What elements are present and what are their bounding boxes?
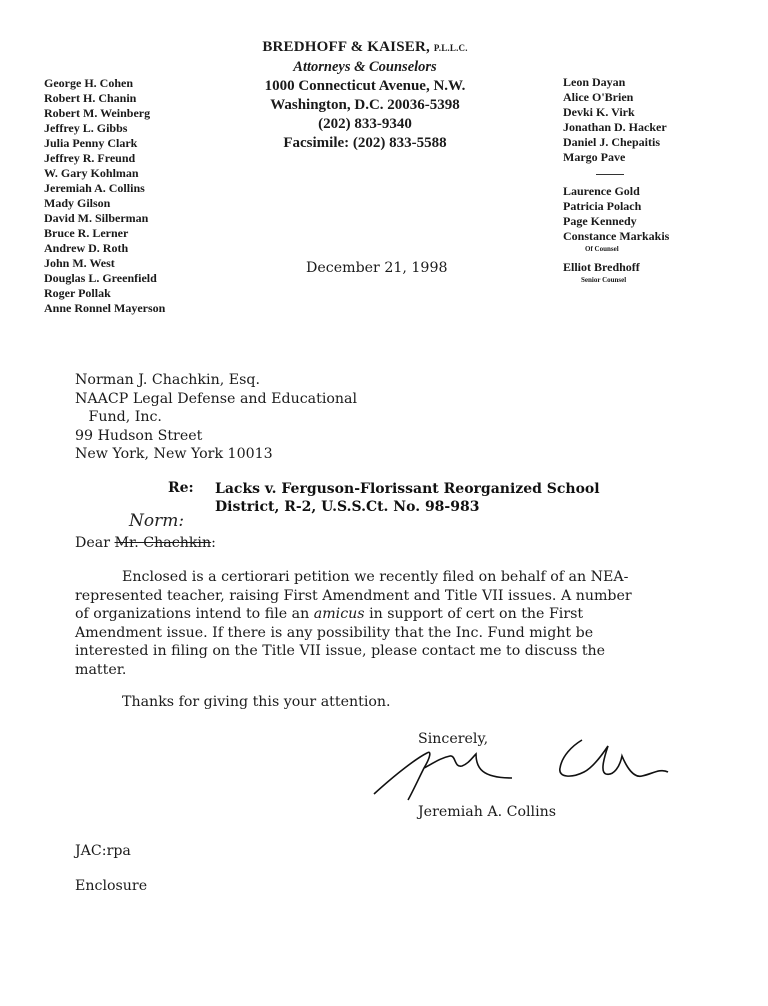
- recipient-line: NAACP Legal Defense and Educational: [75, 390, 358, 407]
- letterhead: [235, 38, 495, 153]
- body-line: Amendment issue. If there is any possibility that the Inc. Fund might be: [75, 624, 594, 641]
- amicus-term: amicus: [313, 606, 365, 622]
- re-line-2: District, R-2, U.S.S.Ct. No. 98-983: [215, 499, 480, 515]
- closing-paragraph: Thanks for giving this your attention.: [122, 694, 391, 710]
- enclosure-note: Enclosure: [75, 878, 148, 894]
- body-line: of organizations intend to file an amicus in support of cert on the First: [75, 606, 584, 622]
- of-counsel-label: Of Counsel: [585, 245, 619, 253]
- salutation-prefix: Dear: [75, 535, 115, 551]
- firm-subtitle: Attorneys & Counselors: [293, 59, 437, 75]
- attorney-name: Andrew D. Roth: [44, 241, 129, 255]
- re-label: Re:: [168, 480, 194, 496]
- firm-city: Washington, D.C. 20036-5398: [270, 97, 460, 113]
- salutation: [75, 535, 216, 551]
- handwritten-salutation: Norm:: [129, 511, 185, 531]
- attorney-name: Robert H. Chanin: [44, 91, 137, 105]
- attorney-list-left: [44, 76, 165, 316]
- attorney-list-right: [563, 75, 669, 285]
- counsel-name: Constance Markakis: [563, 229, 670, 243]
- counsel-name: Page Kennedy: [563, 214, 637, 228]
- attorney-name: Douglas L. Greenfield: [44, 271, 157, 285]
- firm-fax: Facsimile: (202) 833-5588: [283, 135, 447, 151]
- recipient-address: [75, 371, 357, 464]
- signer-name: Jeremiah A. Collins: [418, 804, 557, 820]
- attorney-name: David M. Silberman: [44, 211, 149, 225]
- recipient-line: Norman J. Chachkin, Esq.: [75, 372, 260, 388]
- re-subject: [215, 480, 600, 516]
- struck-name: Mr. Chachkin: [114, 535, 212, 551]
- body-line: Enclosed is a certiorari petition we recently filed on behalf of an NEA-: [122, 569, 629, 585]
- counsel-name: Laurence Gold: [563, 184, 640, 198]
- attorney-name: Mady Gilson: [44, 196, 111, 210]
- salutation-colon: :: [211, 535, 216, 551]
- attorney-name: Jeffrey L. Gibbs: [44, 121, 128, 135]
- attorney-name: W. Gary Kohlman: [44, 166, 139, 180]
- body-line: matter.: [75, 661, 127, 678]
- attorney-name: Jonathan D. Hacker: [563, 120, 667, 134]
- attorney-name: John M. West: [44, 256, 115, 270]
- attorney-name: Alice O'Brien: [563, 90, 634, 104]
- body-line: represented teacher, raising First Amendment and Title VII issues. A number: [75, 587, 632, 604]
- attorney-name: Robert M. Weinberg: [44, 106, 151, 120]
- body-line: interested in filing on the Title VII issue, please contact me to discuss the: [75, 643, 606, 659]
- senior-counsel-name: Elliot Bredhoff: [563, 260, 640, 274]
- attorney-name: Bruce R. Lerner: [44, 226, 129, 240]
- recipient-line: New York, New York 10013: [75, 446, 273, 462]
- counsel-name: Patricia Polach: [563, 199, 642, 213]
- letter-date: December 21, 1998: [306, 260, 448, 276]
- attorney-name: Roger Pollak: [44, 286, 111, 300]
- firm-name: BREDHOFF & KAISER, P.L.L.C.: [262, 39, 468, 55]
- firm-phone: (202) 833-9340: [318, 116, 412, 132]
- body-paragraph: [75, 568, 745, 679]
- attorney-name: Jeffrey R. Freund: [44, 151, 136, 165]
- re-line-1: Lacks v. Ferguson-Florissant Reorganized School: [215, 481, 600, 497]
- attorney-name: Anne Ronnel Mayerson: [44, 301, 166, 315]
- attorney-name: Leon Dayan: [563, 75, 626, 89]
- attorney-name: Daniel J. Chepaitis: [563, 135, 661, 149]
- typist-initials: JAC:rpa: [75, 843, 131, 859]
- recipient-line: 99 Hudson Street: [75, 427, 203, 444]
- closing-sincerely: Sincerely,: [418, 731, 489, 747]
- recipient-line: Fund, Inc.: [75, 409, 162, 425]
- senior-counsel-label: Senior Counsel: [581, 276, 627, 284]
- attorney-name: George H. Cohen: [44, 76, 133, 90]
- attorney-name: Devki K. Virk: [563, 105, 635, 119]
- attorney-name: Jeremiah A. Collins: [44, 181, 145, 195]
- signature: [372, 728, 672, 803]
- attorney-name: Julia Penny Clark: [44, 136, 138, 150]
- attorney-name: Margo Pave: [563, 150, 626, 164]
- divider: [563, 165, 669, 177]
- firm-address: 1000 Connecticut Avenue, N.W.: [264, 78, 466, 94]
